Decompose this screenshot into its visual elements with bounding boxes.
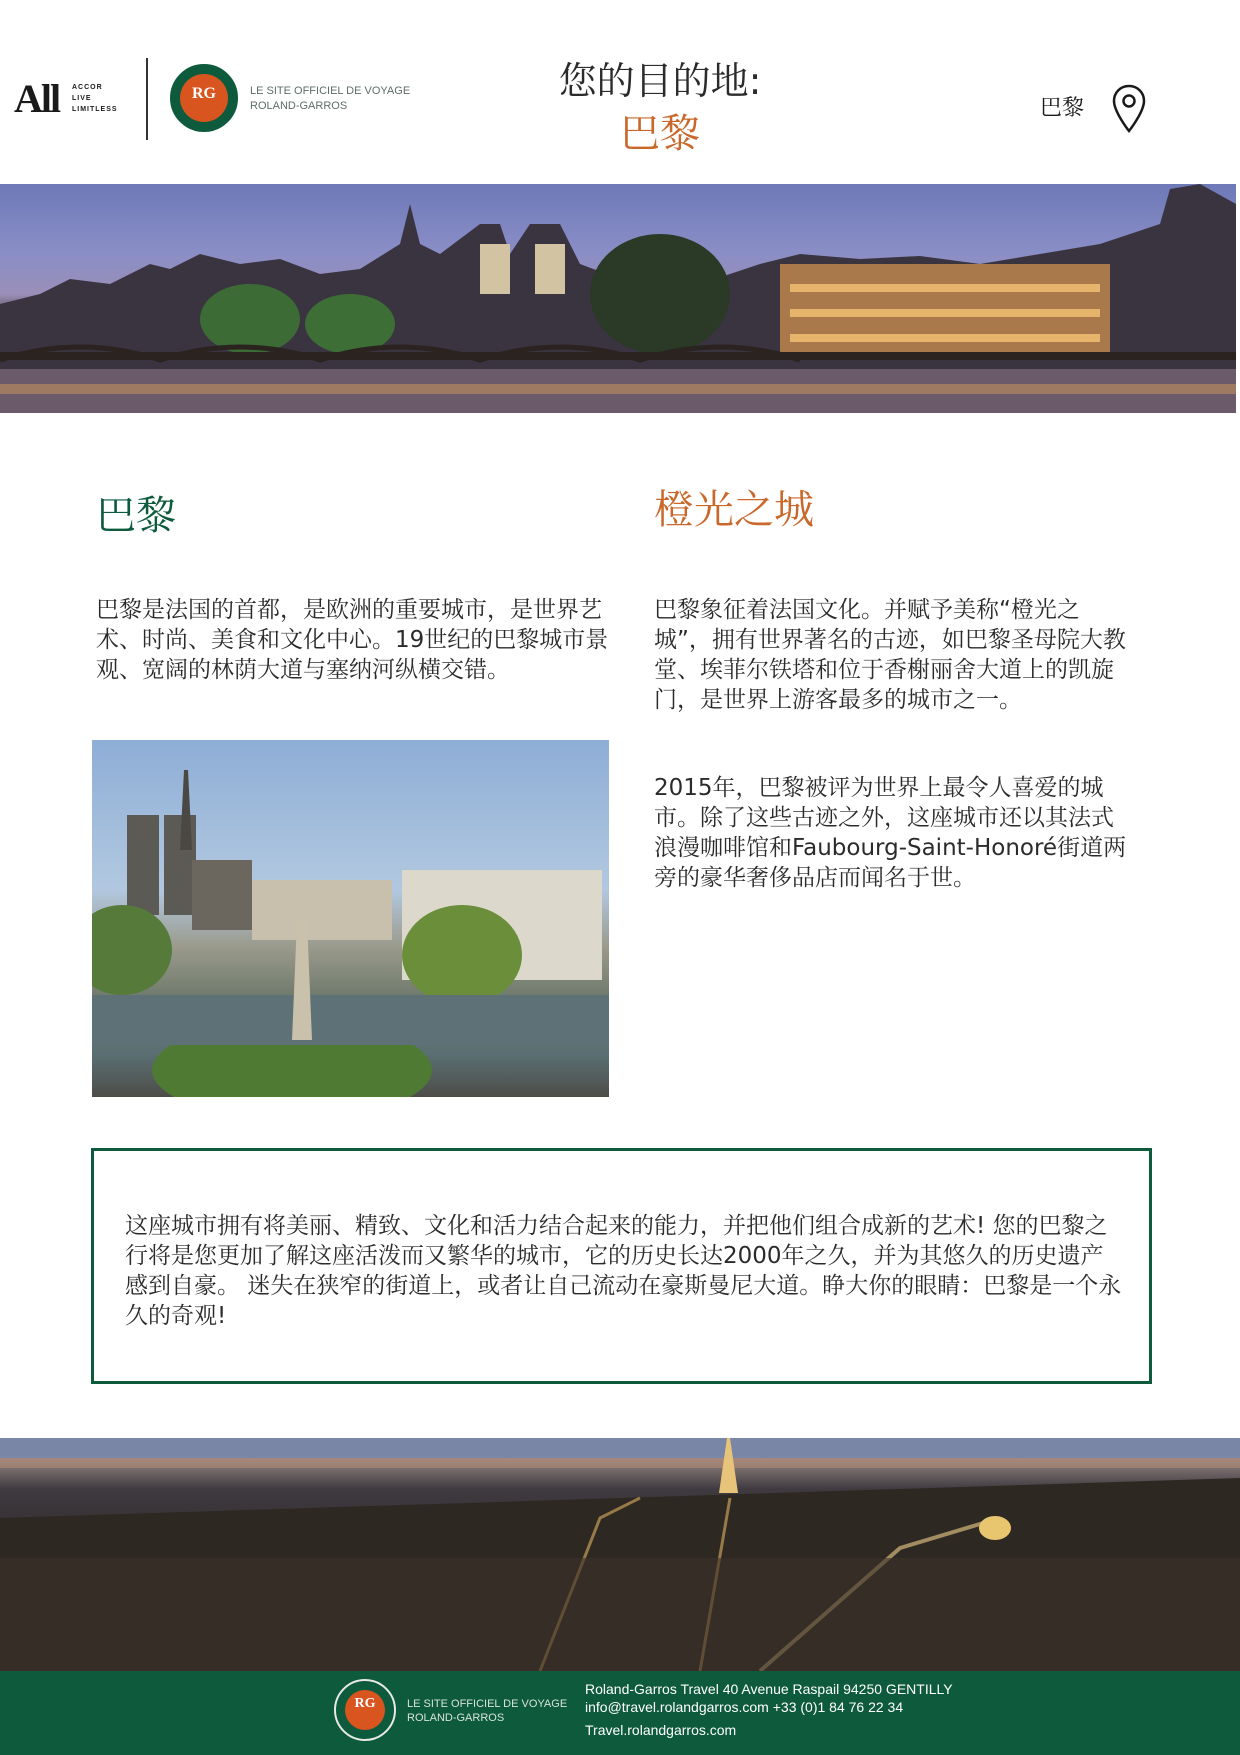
destination-city: 巴黎 <box>620 111 700 157</box>
footer-logo-text: RG <box>354 1696 376 1711</box>
footer-contact[interactable]: info@travel.rolandgarros.com +33 (0)1 84 76 22 34 <box>585 1699 904 1715</box>
footer-roland-garros-logo <box>334 1679 396 1741</box>
hero-paris-panorama <box>0 184 1236 413</box>
accor-logo <box>14 76 134 122</box>
right-paragraph-2: 2015年，巴黎被评为世界上最令人喜爱的城市。除了这些古迹之外，这座城市还以其法式浪漫咖啡馆和Faubourg-Saint-Honoré街道两旁的豪华奢侈品店而闻名于世。 <box>654 775 1127 891</box>
site-tagline: LE SITE OFFICIEL DE VOYAGE ROLAND-GARROS <box>250 85 411 112</box>
header-divider <box>146 58 148 140</box>
roland-garros-logo <box>170 64 238 132</box>
right-paragraph-1: 巴黎象征着法国文化。并赋予美称“橙光之城”，拥有世界著名的古迹，如巴黎圣母院大教堂、埃菲尔铁塔和位于香榭丽舍大道上的凯旋门，是世界上游客最多的城市之一。 <box>654 597 1126 713</box>
notre-dame-photo <box>92 740 609 1097</box>
map-pin-icon <box>1112 84 1146 134</box>
roland-garros-logo-text: RG <box>192 85 216 102</box>
paris-night-panorama <box>0 1438 1240 1671</box>
footer-website-link[interactable]: Travel.rolandgarros.com <box>585 1722 737 1738</box>
destination-title: 您的目的地: <box>558 59 762 103</box>
right-heading: 橙光之城 <box>654 487 814 533</box>
location-label: 巴黎 <box>1040 96 1085 121</box>
quote-text: 这座城市拥有将美丽、精致、文化和活力结合起来的能力，并把他们组合成新的艺术! 您的巴黎之行将是您更加了解这座活泼而又繁华的城市，它的历史长达2000年之久，并为其悠久的历史遗产感到自豪。 迷失在狭窄的街道上，或者让自己流动在豪斯曼尼大道。睁大你的眼睛：巴黎是一个永久的奇观! <box>125 1213 1122 1329</box>
footer-site-tagline: LE SITE OFFICIEL DE VOYAGE ROLAND-GARROS <box>407 1698 568 1724</box>
left-paragraph: 巴黎是法国的首都，是欧洲的重要城市，是世界艺术、时尚、美食和文化中心。19世纪的巴黎城市景观、宽阔的林荫大道与塞纳河纵横交错。 <box>96 597 609 683</box>
footer-address: Roland-Garros Travel 40 Avenue Raspail 94250 GENTILLY <box>585 1681 953 1697</box>
accor-logo-main: All <box>14 76 60 121</box>
accor-logo-sub: ACCOR LIVE LIMITLESS <box>72 84 118 113</box>
left-heading: 巴黎 <box>96 493 176 539</box>
